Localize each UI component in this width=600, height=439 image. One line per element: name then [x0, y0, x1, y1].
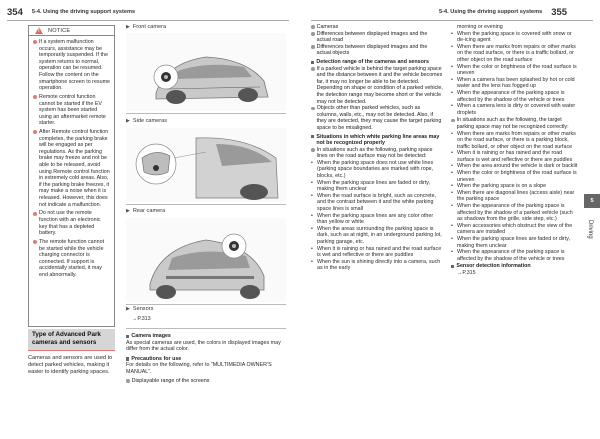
- bullet-icon: [33, 240, 37, 244]
- front-car-illustration: [126, 33, 286, 111]
- list-item: If a parked vehicle is behind the target parking space and the distance between it and the vehicle becomes far, it may no longer be able to be detected. Depending on shape or condition of a parked vehicle, the detection range may become short or the vehicle may not be detected.: [311, 66, 443, 106]
- front-camera-figure: [126, 33, 286, 111]
- bullet-icon: [33, 40, 37, 44]
- list-item: In situations such as the following, the target parking space may not be recognized correctly:: [451, 117, 579, 130]
- notice-list: [29, 36, 114, 279]
- left-page-number: 354: [7, 6, 23, 18]
- square-bullet-icon: [126, 335, 129, 338]
- front-camera-label: ▶ Front camera: [126, 24, 167, 30]
- dash-item: • When the color or brightness of the road surface is uneven: [451, 170, 577, 183]
- side-cameras-label: ▶ Side cameras: [126, 118, 168, 124]
- sensor-detection-ref[interactable]: →P.315: [457, 269, 476, 276]
- notice-title: NOTICE: [48, 27, 71, 34]
- list-item: Objects other than parked vehicles, such as columns, walls, etc., may not be detected. Also, if they are detected, they may cause the target parking space to be misaligned.: [311, 105, 443, 131]
- list-item: Cameras: [311, 24, 443, 31]
- chapter-tab: 5: [584, 194, 600, 208]
- list-item: Differences between displayed images and the actual road: [311, 31, 443, 44]
- notice-box: [28, 25, 115, 327]
- notice-item: Do not use the remote function with an electronic key that has a depleted battery.: [33, 210, 110, 236]
- dash-item: • When the parking space lines are faded or dirty, making them unclear: [451, 236, 571, 249]
- list-item: In situations such as the following, parking space lines on the road surface may not be detected:: [311, 147, 443, 160]
- notice-item: After Remote control function completes, the parking brake will be engaged as per regulations. As the parking brake may freeze and not be able to be released, avoid using Remote control function in extremely cold areas. Also, if the parking brake freezes, it may make a noise when it is released. However, this does not indicate a malfunction.: [33, 129, 110, 208]
- left-page-header: [7, 4, 135, 20]
- right-page-number: 355: [551, 6, 568, 18]
- figure-divider: [126, 328, 286, 329]
- dash-item: • When the area around the vehicle is dark or backlit: [451, 163, 578, 170]
- dash-item: • When the parking space does not use white lines (parking space boundaries are marked with rope, blocks, etc.): [311, 159, 434, 180]
- situations-heading: Situations in which white parking line areas may not be recognized properly: [311, 134, 443, 147]
- left-section-title: 5-4. Using the driving support systems: [31, 9, 136, 15]
- left-header-rule: [7, 20, 289, 21]
- triangle-icon: ▶: [126, 24, 130, 30]
- dash-item: • When the parking space lines are faded or dirty, making them unclear: [311, 179, 431, 193]
- detection-heading: Detection range of the cameras and sensors: [311, 59, 443, 66]
- right-section-title: 5-4. Using the driving support systems: [439, 9, 543, 15]
- side-cameras-figure: [126, 128, 286, 202]
- dash-item: • When the color or brightness of the road surface is uneven: [451, 63, 577, 77]
- notice-header: [29, 26, 114, 36]
- dash-item: • When the areas surrounding the parking space is dark, such as at night, in an underground parking lot, parking garage, etc.: [311, 225, 442, 245]
- topic-body: Cameras and sensors are used to detect parked vehicles, making it easier to identify parking spaces.: [28, 355, 113, 375]
- dash-item: • When the appearance of the parking space is affected by the shadow of the vehicle or trees: [451, 89, 565, 103]
- precautions-heading: Precautions for use: [126, 356, 286, 363]
- right-header-rule: [311, 20, 593, 21]
- notice-item: The remote function cannot be started while the vehicle charging connector is connected. If support is accidentally started, it may end abnormally.: [33, 239, 110, 279]
- triangle-icon: ▶: [126, 306, 130, 312]
- column4: [451, 24, 579, 277]
- sensors-block: ▶ Sensors →P.313: [126, 306, 286, 322]
- dash-item: • When the road surface is bright, such as concrete, and the contrast between it and the white parking space lines is small: [311, 192, 437, 213]
- rear-camera-label: ▶ Rear camera: [126, 208, 166, 214]
- dash-item: • When there are marks from repairs or other marks on the road surface, or there is a parking block, traffic bollard, or other object on the road surface: [451, 130, 576, 150]
- dash-item: morning or evening: [457, 24, 503, 30]
- dash-item: • When there are diagonal lines (access aisle) near the parking space: [451, 189, 575, 203]
- right-page-header: [439, 4, 567, 20]
- dash-item: • When it is raining or has rained and the road surface is wet and reflective or there are puddles: [311, 245, 442, 259]
- dash-item: • When the sun is shining directly into a camera, such as in the early: [311, 258, 441, 272]
- displayable-range-item: Displayable range of the screens: [126, 378, 286, 385]
- dash-item: • When the parking space lines are any color other than yellow or white: [311, 212, 434, 226]
- dash-item: • When the parking space is covered with snow or de-icing agent: [451, 30, 572, 44]
- bullet-icon: [33, 95, 37, 99]
- sensors-ref[interactable]: →P.313: [132, 315, 151, 322]
- bullet-icon: [126, 379, 130, 383]
- warning-icon: [35, 27, 43, 34]
- figure-divider: [126, 304, 286, 305]
- figure-divider: [126, 204, 286, 205]
- dash-item: • When the appearance of the parking space is affected by the shadow of a parked vehicle (such as shadows from the grille, side step, etc.): [451, 203, 573, 223]
- topic-heading: Type of Advanced Park cameras and sensors: [28, 329, 115, 351]
- dash-item: • When there are marks from repairs or other marks on the road surface, or there is a traffic bollard, or other object on the road surface: [451, 43, 576, 63]
- camera-images-body: As special cameras are used, the colors in displayed images may differ from the actual color.: [126, 339, 281, 353]
- figure-divider: [126, 113, 286, 114]
- dash-item: • When the parking space is on a slope: [451, 183, 547, 190]
- triangle-icon: ▶: [126, 118, 130, 124]
- camera-images-heading: Camera images: [126, 333, 286, 340]
- square-bullet-icon: [126, 357, 129, 360]
- notice-item: If a system malfunction occurs, assistance may be temporarily suspended. If the system returns to normal, operation can be resumed. Follow the content on the smartphone screen to resume operation.: [33, 39, 110, 92]
- side-mirror-illustration: [126, 128, 286, 202]
- dash-item: • When it is raining or has rained and the road surface is wet and reflective or there are puddles: [451, 150, 573, 163]
- column2-text: [126, 333, 286, 384]
- list-item: Differences between displayed images and the actual objects: [311, 44, 443, 57]
- chapter-label: Driving: [587, 220, 593, 239]
- notice-item: Remote control function cannot be started if the EV system has been started using an aftermarket remote starter.: [33, 94, 110, 127]
- column3: [311, 24, 443, 272]
- bullet-icon: [33, 212, 37, 216]
- dash-item: • When accessories which obstruct the view of the camera are installed: [451, 222, 573, 236]
- rear-camera-figure: [126, 218, 286, 302]
- precautions-body: For details on the following, refer to “MULTIMEDIA OWNER’S MANUAL”.: [126, 362, 272, 375]
- dash-item: • When a camera lens is dirty or covered with water droplets: [451, 103, 576, 116]
- bullet-icon: [33, 130, 37, 134]
- dash-item: • When the appearance of the parking space is affected by the shadow of the vehicle or trees: [451, 249, 565, 262]
- triangle-icon: ▶: [126, 208, 130, 214]
- rear-car-illustration: [126, 218, 286, 302]
- sensor-detection-heading: Sensor detection information: [451, 263, 579, 270]
- dash-item: • When a camera has been splashed by hot or cold water and the lens has fogged up: [451, 76, 575, 90]
